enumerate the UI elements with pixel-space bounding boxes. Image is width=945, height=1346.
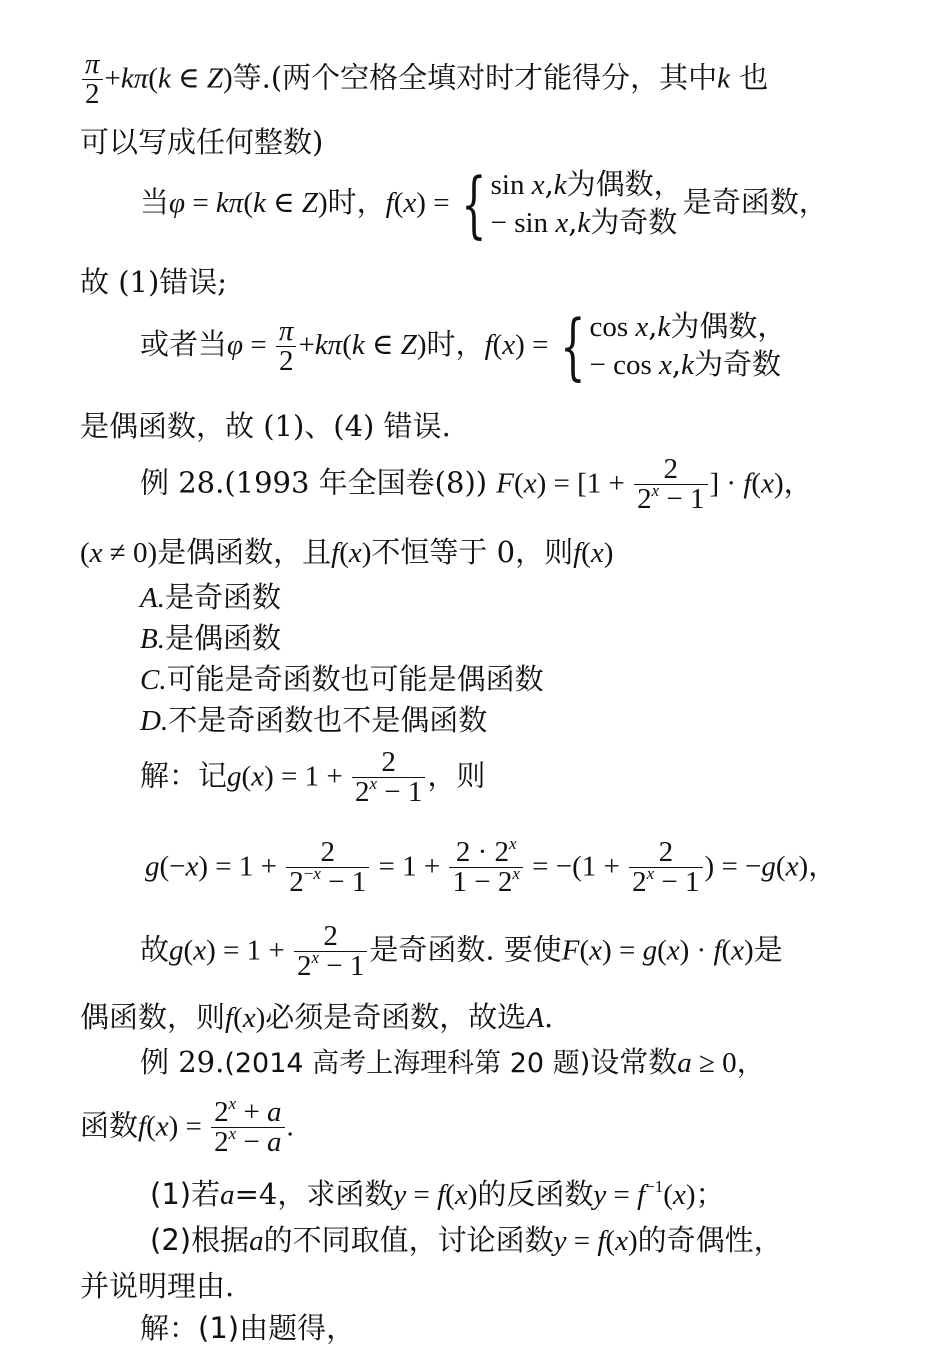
line-8: (x ≠ 0)是偶函数，且f(x)不恒等于 0，则f(x) bbox=[80, 535, 614, 569]
fraction-pi-over-2: $\frac{\pi}{2}$ bbox=[82, 50, 103, 109]
option-a: A.是奇函数 bbox=[140, 580, 281, 614]
solution-line-3: 故g(x) = 1 + $\frac{2}{2^x - 1}$ 是奇函数. 要使F(x) = g(x) · f(x)是 bbox=[140, 920, 783, 982]
line-18: 函数f(x) = $\frac{2^x + a}{2^x - a}$ . bbox=[80, 1094, 294, 1158]
example-28-heading: 例 28.(1993 年全国卷(8)) F(x) = [1 + $\frac{2}{2^x - 1}$ ] · f(x)， bbox=[140, 453, 813, 515]
question-2: (2)根据a的不同取值，讨论函数y = f(x)的奇偶性， bbox=[150, 1223, 783, 1257]
brace-icon: { bbox=[461, 162, 487, 246]
line-4: 故 (1)错误; bbox=[80, 265, 228, 299]
option-c: C.可能是奇函数也可能是偶函数 bbox=[140, 662, 544, 696]
brace-icon: { bbox=[559, 304, 586, 388]
piecewise-cases-2: cos x,k为偶数， − cos x,k为奇数 bbox=[589, 309, 787, 381]
line-1: $\frac{\pi}{2}$ +kπ(k ∈ Z)等.(两个空格全填对时才能得分，其中k 也 bbox=[80, 50, 768, 109]
solution-line-1: 解：记g(x) = 1 + $\frac{2}{2^x - 1}$ ，则 bbox=[140, 746, 486, 808]
solution-29: 解：(1)由题得， bbox=[140, 1311, 356, 1345]
line-2: 可以写成任何整数) bbox=[80, 125, 324, 159]
option-d: D.不是奇函数也不是偶函数 bbox=[140, 703, 488, 737]
line-21: 并说明理由. bbox=[80, 1269, 235, 1303]
solution-line-4: 偶函数，则f(x)必须是奇函数，故选A. bbox=[80, 1000, 554, 1034]
piecewise-cases-1: sin x,k为偶数， − sin x,k为奇数 bbox=[490, 167, 683, 239]
example-29-heading: 例 29.(2014 高考上海理科第 20 题)设常数a ≥ 0， bbox=[140, 1045, 766, 1079]
solution-line-2: g(−x) = 1 + $\frac{2}{2^{-x} - 1}$ = 1 + $\frac{2 \cdot 2^x}{1 - 2^x}$ = −(1 + $\frac{2}{2^x - 1}$ ) = −g(x)， bbox=[145, 834, 838, 898]
line-6: 是偶函数，故 (1)、(4) 错误. bbox=[80, 409, 451, 443]
line-1-text: 等.(两个空格全填对时才能得分，其中 bbox=[232, 60, 718, 95]
line-3: 当φ = kπ(k ∈ Z)时，f(x) = { sin x,k为偶数， − sin x,k为奇数 是奇函数， bbox=[140, 162, 828, 246]
line-5: 或者当φ = $\frac{\pi}{2}$ +kπ(k ∈ Z)时，f(x) = { cos x,k为偶数， − cos x,k为奇数 bbox=[140, 304, 787, 388]
option-b: B.是偶函数 bbox=[140, 621, 281, 655]
question-1: (1)若a=4，求函数y = f(x)的反函数$y = f^{-1}(x)$； bbox=[150, 1177, 725, 1211]
